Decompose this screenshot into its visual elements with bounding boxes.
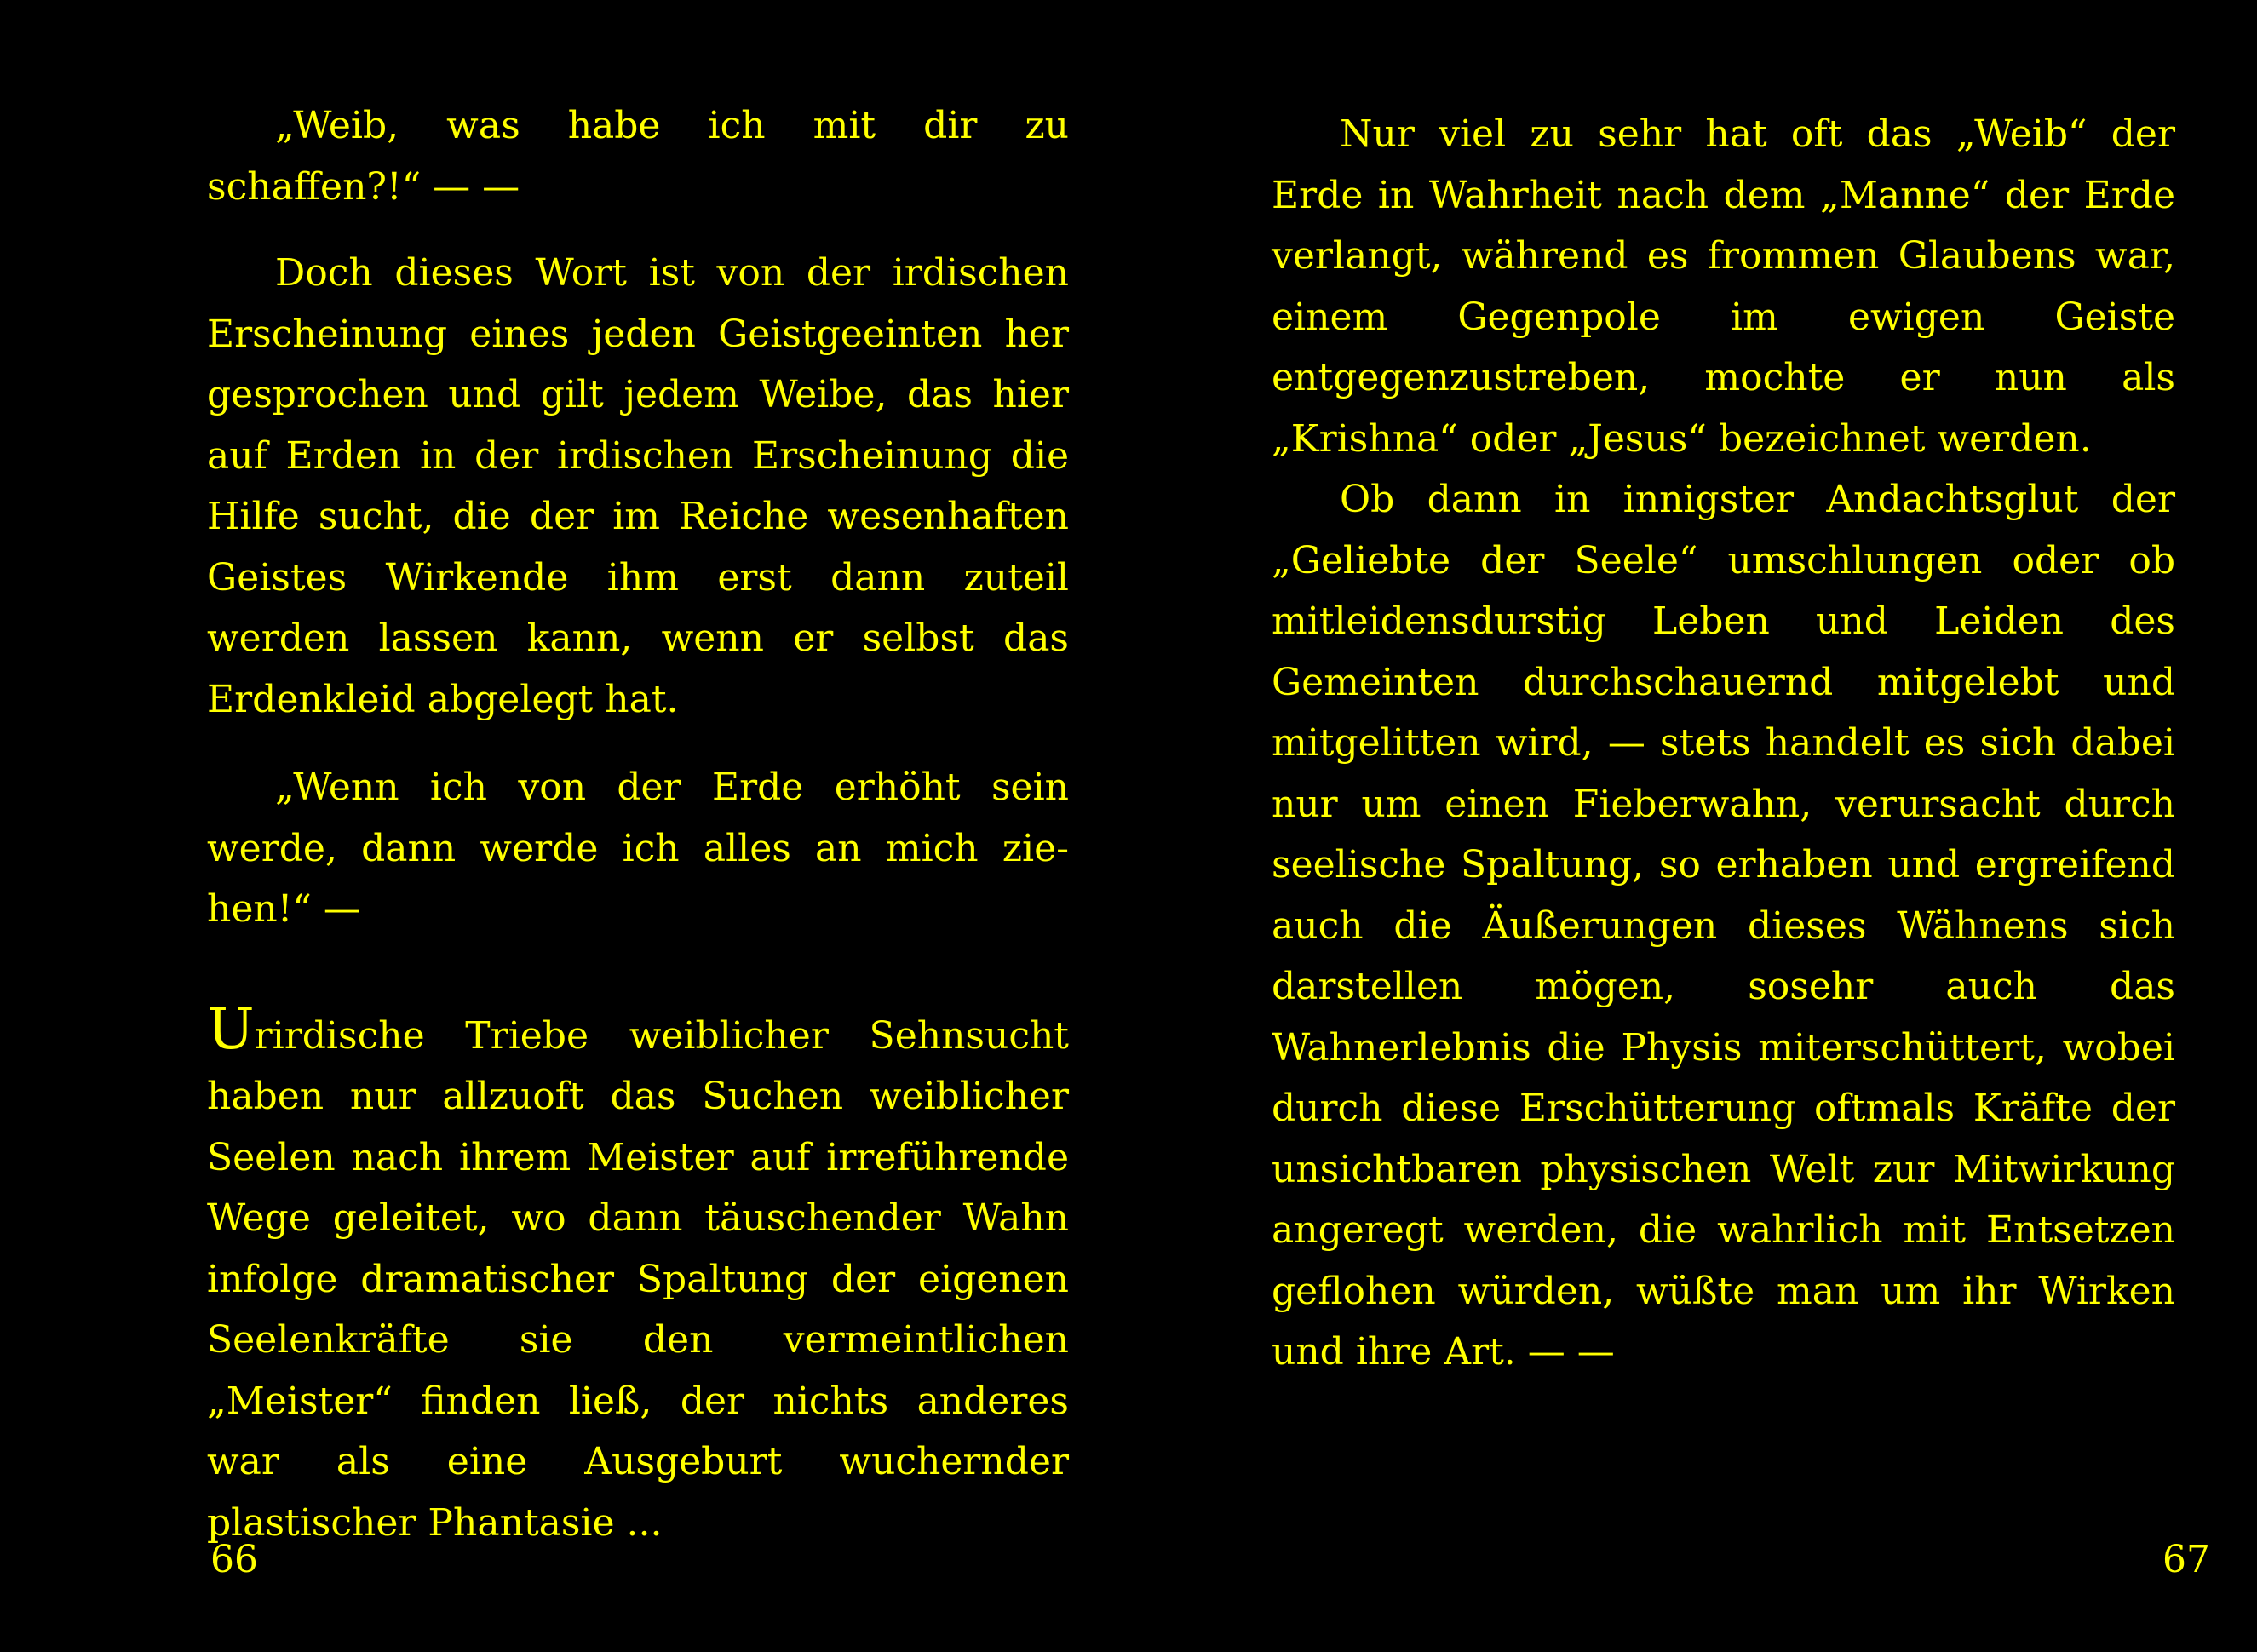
left-body-paragraph-2: [207, 995, 1069, 1554]
page-number-left: 66: [210, 1538, 258, 1581]
paragraph-gap: [207, 217, 1069, 243]
left-body-paragraph-1: Doch dieses Wort ist von der irdischen Erscheinung eines jeden Geistgeeinten her gesprochen und gilt jedem Weibe, das hier auf Erden in der irdischen Erscheinung die Hilfe sucht, die der im Reiche wesenhaften Geistes Wirkende ihm erst dann zuteil werden lassen kann, wenn er selbst das Erdenkleid abgelegt hat.: [207, 251, 1069, 721]
page-number-right: 67: [2162, 1538, 2210, 1581]
initial-letter: U: [207, 995, 255, 1062]
left-quote-paragraph-2: „Wenn ich von der Erde erhöht sein werde, dann werde ich alles an mich ziehen!“ —: [207, 766, 1069, 931]
left-body-paragraph-2-text: rirdische Triebe weiblicher Sehnsucht haben nur allzuoft das Suchen weiblicher Seelen nach ihrem Meister auf irreführende Wege geleitet, wo dann täuschender Wahn infolge dramatischer Spaltung der eigenen Seelenkräfte sie den vermeintlichen „Meister“ finden ließ, der nichts anderes war als eine Ausgeburt wuchernder plastischer Phantasie ...: [207, 1013, 1069, 1545]
left-text-column: [207, 95, 1069, 1553]
section-gap: [207, 940, 1069, 1001]
right-body-paragraph-2: Ob dann in innigster Andachtsglut der „Geliebte der Seele“ umschlungen oder ob mitleidensdurstig Leben und Leiden des Gemeinten durchschauernd mitgelebt und mitgelitten wird, — stets handelt es sich dabei nur um einen Fieberwahn, verursacht durch seelische Spaltung, so erhaben und ergreifend auch die Äußerungen dieses Wähnens sich darstellen mögen, sosehr auch das Wahnerlebnis die Physis miterschüttert, wobei durch diese Erschütterung oftmals Kräfte der unsichtbaren physischen Welt zur Mitwirkung angeregt werden, die wahrlich mit Entsetzen geflohen würden, wüßte man um ihr Wirken und ihre Art. — —: [1272, 478, 2175, 1374]
paragraph-gap: [207, 730, 1069, 757]
left-quote-paragraph: „Weib, was habe ich mit dir zu schaffen?!“ — —: [207, 104, 1069, 209]
right-page: [1128, 0, 2257, 1652]
right-text-column: [1272, 104, 2175, 1383]
left-page: [0, 0, 1128, 1652]
right-body-paragraph-1: Nur viel zu sehr hat oft das „Weib“ der Erde in Wahrheit nach dem „Manne“ der Erde verlangt, während es frommen Glaubens war, einem Gegenpole im ewigen Geiste entgegenzustreben, mochte er nun als „Krishna“ oder „Jesus“ bezeichnet werden.: [1272, 112, 2175, 461]
